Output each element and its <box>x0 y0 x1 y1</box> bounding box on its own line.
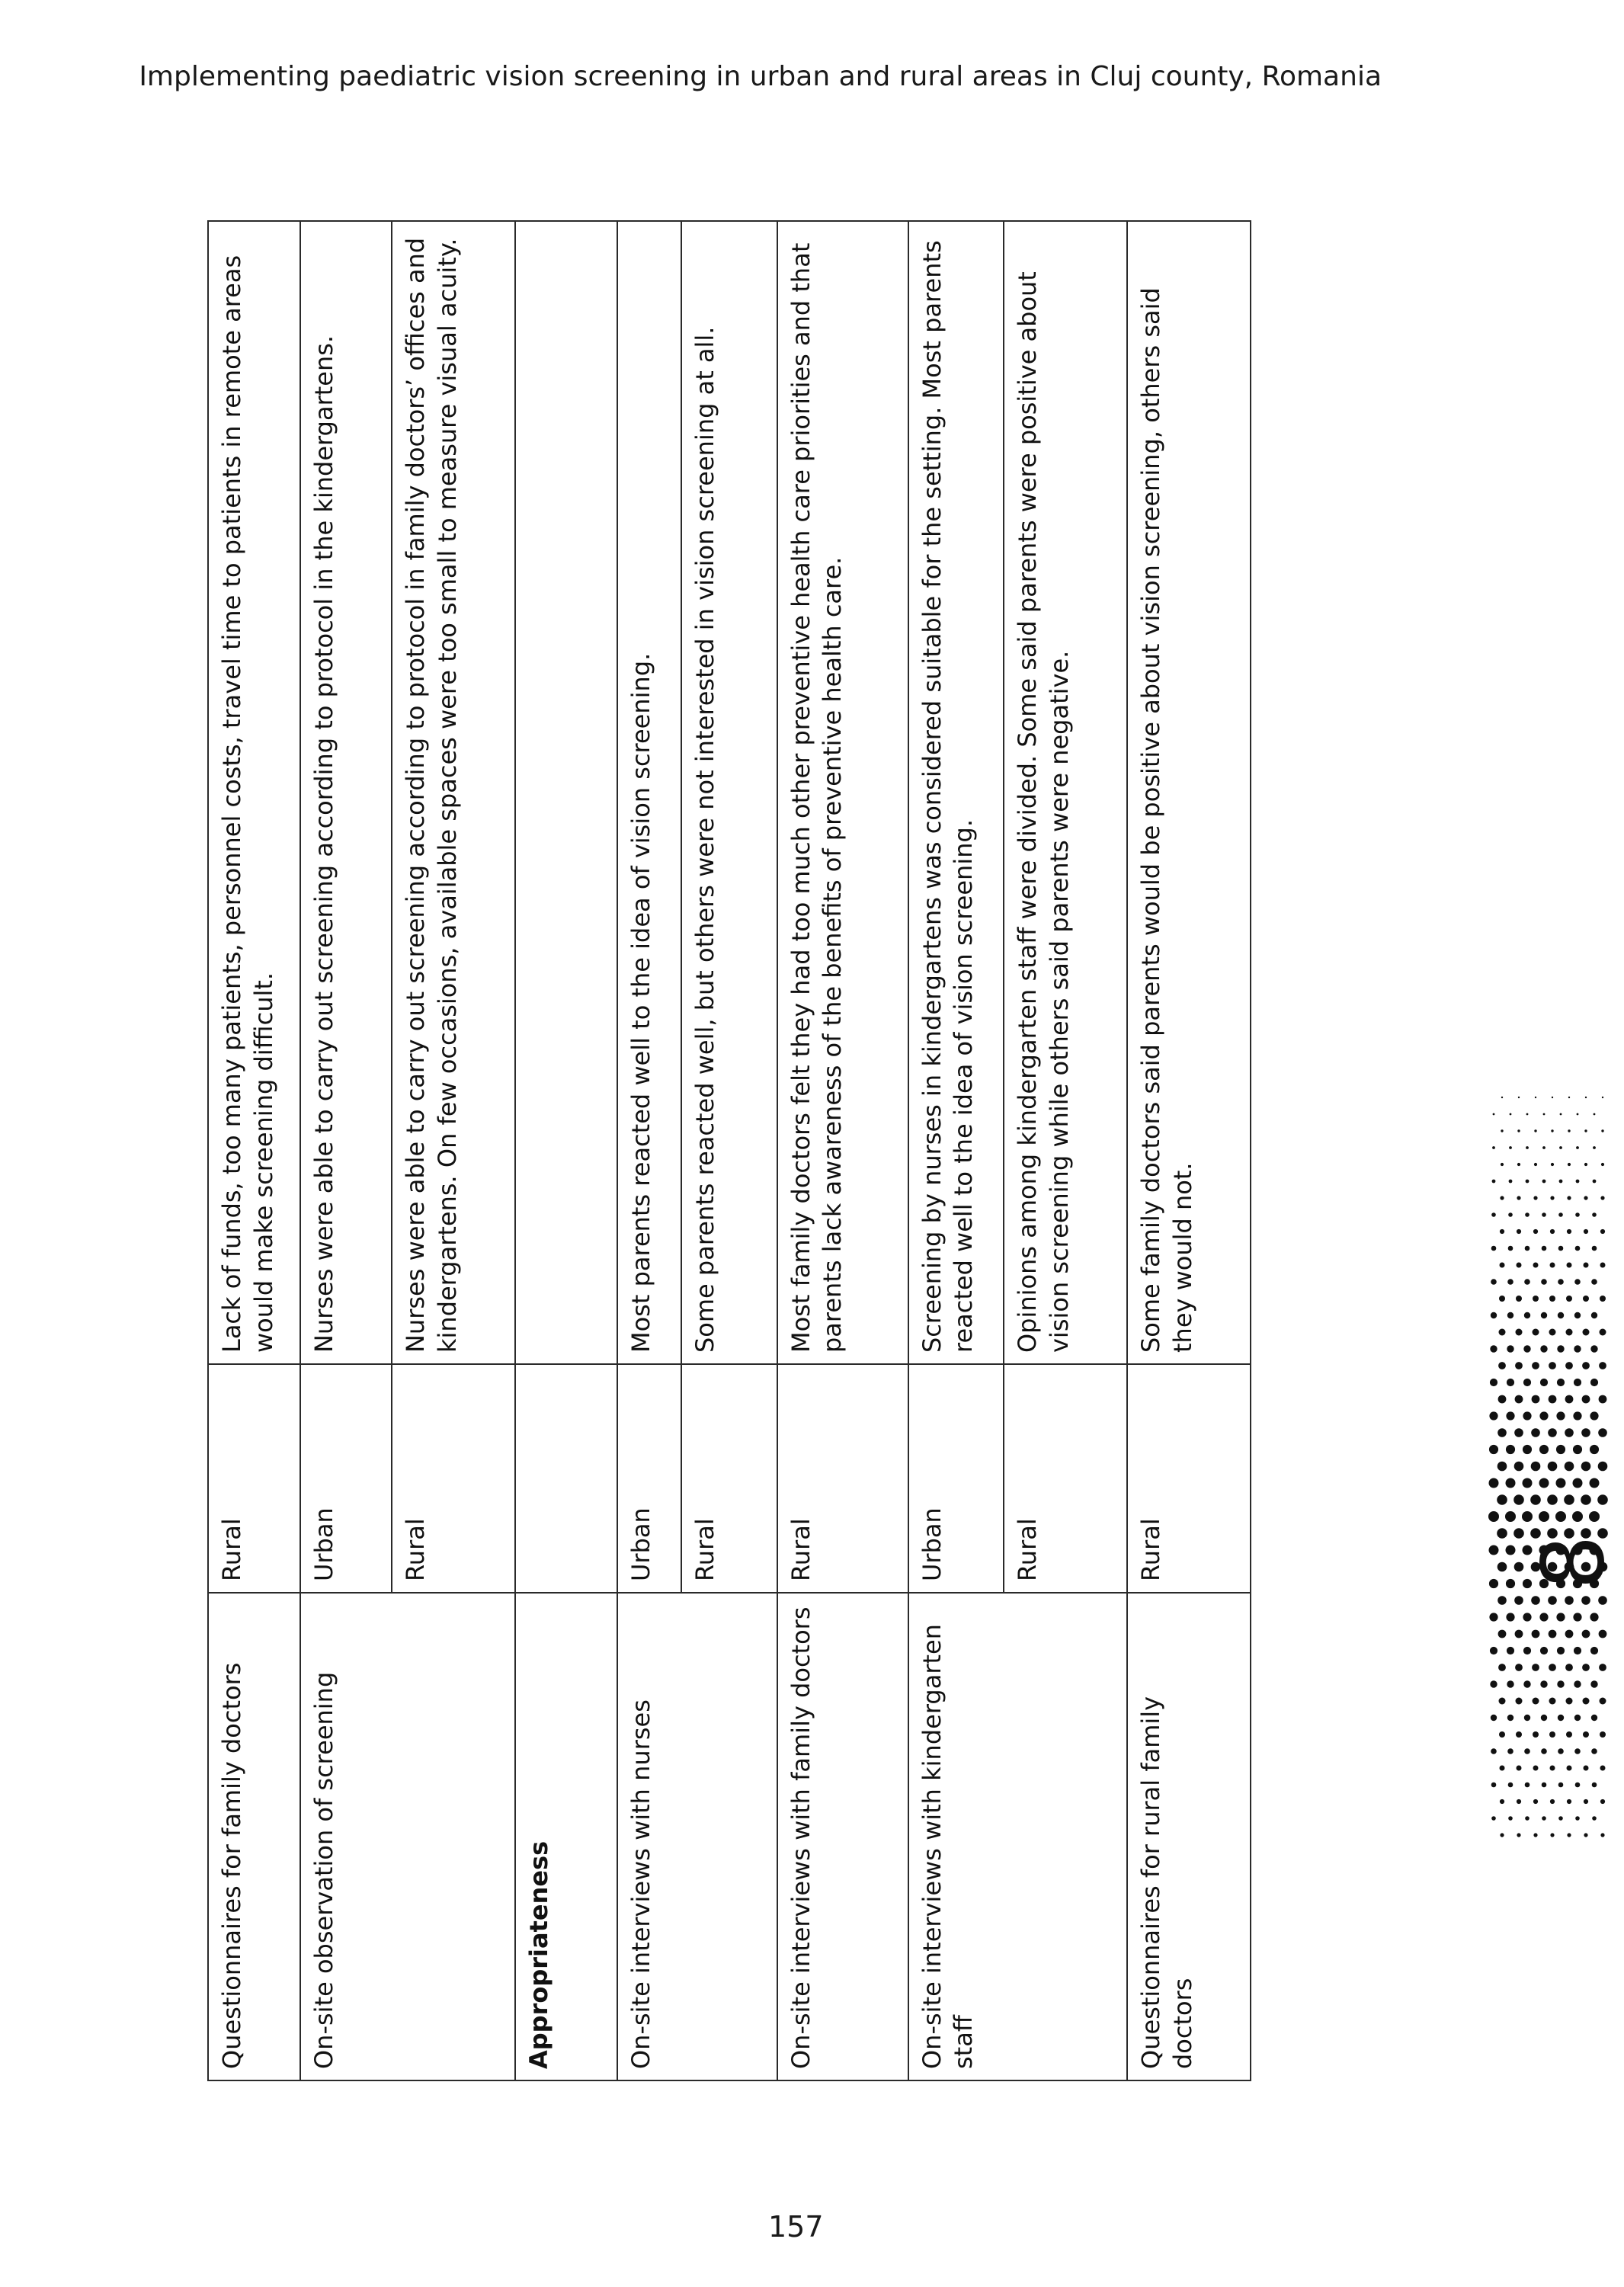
chapter-number: 8 <box>1524 1535 1624 1590</box>
finding-cell: Some parents reacted well, but others were not interested in vision screening at all. <box>681 221 777 1364</box>
source-cell: Questionnaires for family doctors <box>208 1593 300 2080</box>
table-row <box>908 221 1004 2080</box>
area-cell: Rural <box>1127 1364 1251 1593</box>
area-cell: Rural <box>681 1364 777 1593</box>
empty-cell <box>515 221 617 1364</box>
running-header: Implementing paediatric vision screening in urban and rural areas in Cluj county, Romania <box>139 61 1382 92</box>
area-cell: Urban <box>908 1364 1004 1593</box>
area-cell: Rural <box>208 1364 300 1593</box>
halftone-pattern <box>1486 343 1595 1837</box>
source-cell: On-site interviews with family doctors <box>777 1593 908 2080</box>
results-table <box>207 220 1251 2081</box>
source-cell: On-site interviews with kindergarten staff <box>908 1593 1127 2080</box>
finding-cell: Screening by nurses in kindergartens was considered suitable for the setting. Most parents reacted well to the idea of vision screening. <box>908 221 1004 1364</box>
section-heading: Appropriateness <box>515 1593 617 2080</box>
finding-cell: Opinions among kindergarten staff were divided. Some said parents were positive about vision screening while others said parents were negative. <box>1004 221 1127 1364</box>
table-row <box>208 221 300 2080</box>
source-cell: On-site interviews with nurses <box>617 1593 777 2080</box>
finding-cell: Nurses were able to carry out screening according to protocol in family doctors’ offices and kindergartens. On few occasions, available spaces were too small to measure visual acuity. <box>392 221 515 1364</box>
table-row <box>617 221 681 2080</box>
table-row <box>1127 221 1251 2080</box>
page-number: 157 <box>768 2210 824 2244</box>
table-row <box>777 221 908 2080</box>
area-cell: Urban <box>617 1364 681 1593</box>
source-cell: On-site observation of screening <box>300 1593 515 2080</box>
chapter-tab-halftone <box>1486 343 1595 1837</box>
area-cell: Rural <box>777 1364 908 1593</box>
finding-cell: Most family doctors felt they had too much other preventive health care priorities and that parents lack awareness of the benefits of preventive health care. <box>777 221 908 1364</box>
source-cell: Questionnaires for rural family doctors <box>1127 1593 1251 2080</box>
results-table-rotated <box>207 222 1251 2081</box>
finding-cell: Nurses were able to carry out screening according to protocol in the kindergartens. <box>300 221 392 1364</box>
area-cell: Rural <box>1004 1364 1127 1593</box>
finding-cell: Most parents reacted well to the idea of vision screening. <box>617 221 681 1364</box>
area-cell: Rural <box>392 1364 515 1593</box>
finding-cell: Lack of funds, too many patients, personnel costs, travel time to patients in remote areas would make screening difficult. <box>208 221 300 1364</box>
section-row <box>515 221 617 2080</box>
finding-cell: Some family doctors said parents would be positive about vision screening, others said they would not. <box>1127 221 1251 1364</box>
empty-cell <box>515 1364 617 1593</box>
area-cell: Urban <box>300 1364 392 1593</box>
table-row <box>300 221 392 2080</box>
